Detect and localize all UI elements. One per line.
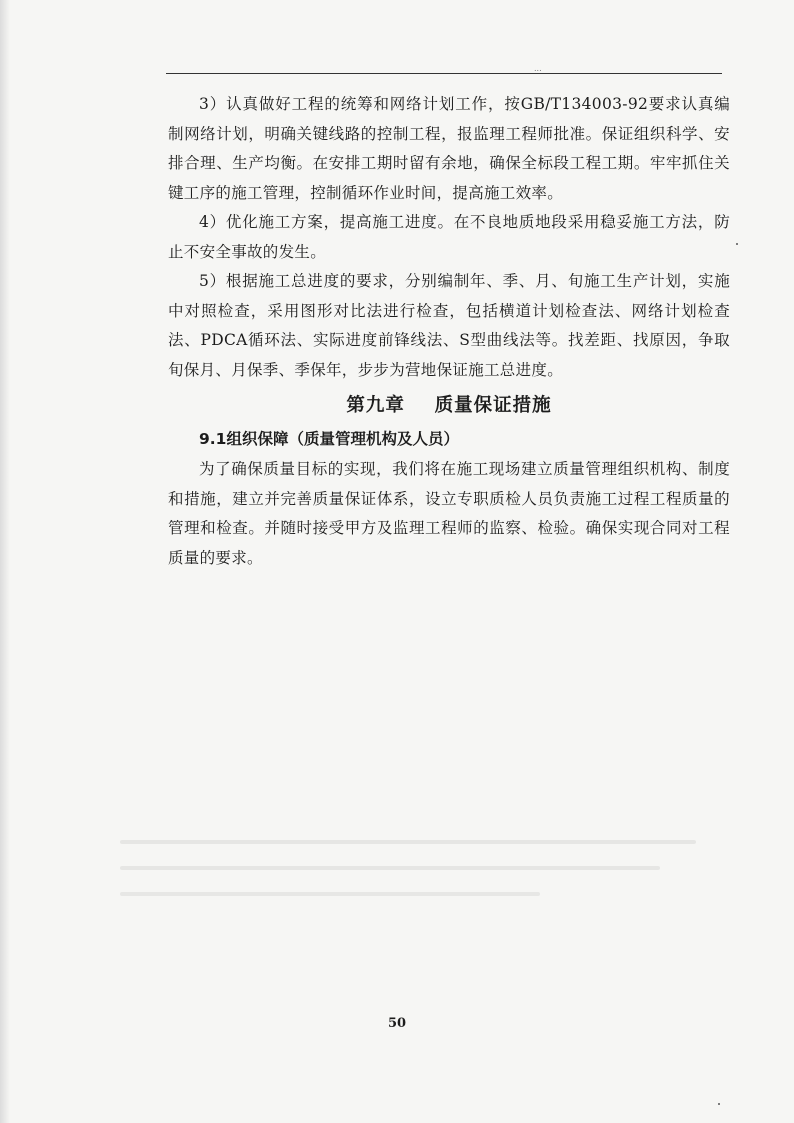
paragraph-3: 3）认真做好工程的统筹和网络计划工作，按GB/T134003-92要求认真编制网络计划，明确关键线路的控制工程，报监理工程师批准。保证组织科学、安排合理、生产均衡。在安排工期时留有余地，确保全标段工程工期。牢牢抓住关键工序的施工管理，控制循环作业时间，提高施工效率。 [168, 95, 730, 202]
document-body [168, 90, 730, 573]
header-mark: ... [534, 64, 542, 73]
page-number: 50 [387, 1016, 407, 1031]
section-paragraph: 为了确保质量目标的实现，我们将在施工现场建立质量管理组织机构、制度和措施，建立并完善质量保证体系，设立专职质检人员负责施工过程工程质量的管理和检查。并随时接受甲方及监理工程师的监察、检验。确保实现合同对工程质量的要求。 [168, 460, 730, 567]
scan-speck [718, 1103, 720, 1105]
section-title: 组织保障（质量管理机构及人员） [226, 430, 459, 448]
bleed-through-text [120, 840, 720, 930]
paragraph-4: 4）优化施工方案，提高施工进度。在不良地质地段采用稳妥施工方法，防止不安全事故的发生。 [168, 213, 730, 261]
scan-edge-shadow [0, 0, 10, 1123]
scan-speck [736, 243, 738, 245]
header-rule [166, 73, 722, 74]
section-number: 9.1 [199, 430, 227, 448]
section-heading [168, 423, 730, 455]
chapter-title: 第九章 质量保证措施 [346, 395, 552, 416]
paragraph-5: 5）根据施工总进度的要求，分别编制年、季、月、旬施工生产计划，实施中对照检查，采用图形对比法进行检查，包括横道计划检查法、网络计划检查法、PDCA循环法、实际进度前锋线法、S型曲线法等。找差距、找原因，争取旬保月、月保季、季保年，步步为营地保证施工总进度。 [168, 272, 730, 379]
